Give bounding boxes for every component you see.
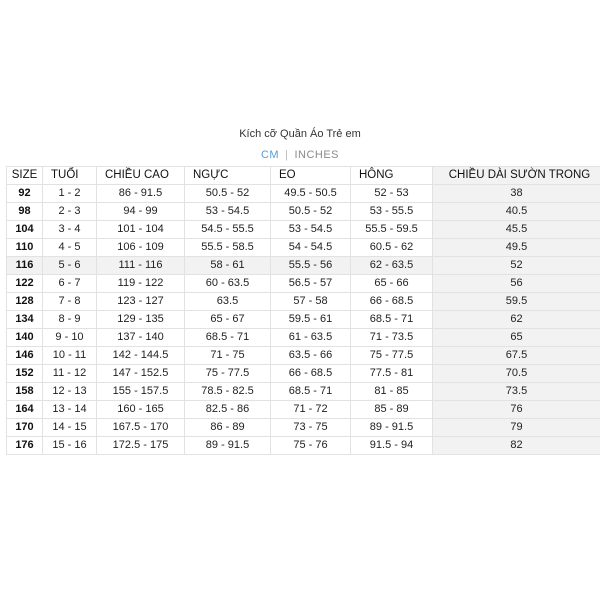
- cell-size: 98: [7, 203, 43, 221]
- cell-height: 147 - 152.5: [97, 365, 185, 383]
- cell-waist: 68.5 - 71: [271, 383, 351, 401]
- cell-age: 7 - 8: [43, 293, 97, 311]
- header-hip: HÔNG: [351, 167, 433, 185]
- unit-separator: |: [285, 149, 289, 161]
- cell-age: 10 - 11: [43, 347, 97, 365]
- cell-size: 104: [7, 221, 43, 239]
- cell-waist: 75 - 76: [271, 437, 351, 455]
- cell-age: 15 - 16: [43, 437, 97, 455]
- cell-inseam: 59.5: [433, 293, 600, 311]
- cell-size: 92: [7, 185, 43, 203]
- cell-hip: 91.5 - 94: [351, 437, 433, 455]
- cell-inseam: 62: [433, 311, 600, 329]
- cell-hip: 68.5 - 71: [351, 311, 433, 329]
- cell-waist: 57 - 58: [271, 293, 351, 311]
- cell-age: 4 - 5: [43, 239, 97, 257]
- cell-size: 164: [7, 401, 43, 419]
- cell-chest: 75 - 77.5: [185, 365, 271, 383]
- cell-size: 170: [7, 419, 43, 437]
- cell-hip: 75 - 77.5: [351, 347, 433, 365]
- cell-inseam: 79: [433, 419, 600, 437]
- cell-height: 94 - 99: [97, 203, 185, 221]
- table-row: [7, 419, 600, 437]
- cell-waist: 66 - 68.5: [271, 365, 351, 383]
- table-row: [7, 221, 600, 239]
- cell-inseam: 52: [433, 257, 600, 275]
- cell-size: 122: [7, 275, 43, 293]
- cell-waist: 61 - 63.5: [271, 329, 351, 347]
- page-title: Kích cỡ Quần Áo Trẻ em: [239, 128, 361, 140]
- cell-waist: 73 - 75: [271, 419, 351, 437]
- cell-age: 5 - 6: [43, 257, 97, 275]
- cell-waist: 63.5 - 66: [271, 347, 351, 365]
- cell-age: 11 - 12: [43, 365, 97, 383]
- cell-chest: 71 - 75: [185, 347, 271, 365]
- cell-height: 123 - 127: [97, 293, 185, 311]
- cell-hip: 52 - 53: [351, 185, 433, 203]
- cell-age: 13 - 14: [43, 401, 97, 419]
- cell-age: 1 - 2: [43, 185, 97, 203]
- cell-height: 160 - 165: [97, 401, 185, 419]
- cell-waist: 53 - 54.5: [271, 221, 351, 239]
- table-body: [7, 185, 600, 455]
- cell-chest: 60 - 63.5: [185, 275, 271, 293]
- cell-waist: 71 - 72: [271, 401, 351, 419]
- cell-chest: 89 - 91.5: [185, 437, 271, 455]
- cell-hip: 71 - 73.5: [351, 329, 433, 347]
- unit-inches-option[interactable]: INCHES: [294, 149, 340, 161]
- cell-chest: 68.5 - 71: [185, 329, 271, 347]
- header-inseam: CHIỀU DÀI SƯỜN TRONG: [433, 167, 600, 185]
- header-height: CHIỀU CAO: [97, 167, 185, 185]
- table-row: [7, 239, 600, 257]
- cell-inseam: 76: [433, 401, 600, 419]
- cell-waist: 56.5 - 57: [271, 275, 351, 293]
- cell-chest: 54.5 - 55.5: [185, 221, 271, 239]
- table-row: [7, 185, 600, 203]
- cell-inseam: 70.5: [433, 365, 600, 383]
- cell-waist: 55.5 - 56: [271, 257, 351, 275]
- table-row: [7, 329, 600, 347]
- cell-size: 176: [7, 437, 43, 455]
- table-row: [7, 347, 600, 365]
- cell-size: 134: [7, 311, 43, 329]
- cell-inseam: 65: [433, 329, 600, 347]
- cell-age: 12 - 13: [43, 383, 97, 401]
- cell-chest: 53 - 54.5: [185, 203, 271, 221]
- cell-age: 8 - 9: [43, 311, 97, 329]
- cell-inseam: 45.5: [433, 221, 600, 239]
- cell-hip: 81 - 85: [351, 383, 433, 401]
- cell-height: 172.5 - 175: [97, 437, 185, 455]
- cell-hip: 65 - 66: [351, 275, 433, 293]
- size-chart-table: [6, 166, 600, 455]
- cell-size: 110: [7, 239, 43, 257]
- cell-chest: 63.5: [185, 293, 271, 311]
- cell-inseam: 40.5: [433, 203, 600, 221]
- unit-toggle: [0, 149, 600, 161]
- cell-hip: 62 - 63.5: [351, 257, 433, 275]
- cell-hip: 53 - 55.5: [351, 203, 433, 221]
- cell-chest: 82.5 - 86: [185, 401, 271, 419]
- cell-chest: 65 - 67: [185, 311, 271, 329]
- cell-size: 140: [7, 329, 43, 347]
- cell-waist: 54 - 54.5: [271, 239, 351, 257]
- table-header-row: [7, 167, 600, 185]
- cell-inseam: 82: [433, 437, 600, 455]
- table-row: [7, 275, 600, 293]
- cell-chest: 58 - 61: [185, 257, 271, 275]
- table-row: [7, 365, 600, 383]
- cell-chest: 55.5 - 58.5: [185, 239, 271, 257]
- cell-chest: 50.5 - 52: [185, 185, 271, 203]
- cell-height: 111 - 116: [97, 257, 185, 275]
- header-chest: NGỰC: [185, 167, 271, 185]
- cell-height: 137 - 140: [97, 329, 185, 347]
- cell-age: 2 - 3: [43, 203, 97, 221]
- cell-height: 142 - 144.5: [97, 347, 185, 365]
- cell-hip: 85 - 89: [351, 401, 433, 419]
- cell-hip: 55.5 - 59.5: [351, 221, 433, 239]
- cell-chest: 86 - 89: [185, 419, 271, 437]
- cell-age: 6 - 7: [43, 275, 97, 293]
- cell-waist: 50.5 - 52: [271, 203, 351, 221]
- cell-size: 158: [7, 383, 43, 401]
- table-row: [7, 257, 600, 275]
- cell-age: 9 - 10: [43, 329, 97, 347]
- cell-inseam: 49.5: [433, 239, 600, 257]
- cell-height: 86 - 91.5: [97, 185, 185, 203]
- cell-inseam: 38: [433, 185, 600, 203]
- cell-size: 116: [7, 257, 43, 275]
- table-row: [7, 383, 600, 401]
- table-row: [7, 311, 600, 329]
- cell-size: 146: [7, 347, 43, 365]
- table-row: [7, 293, 600, 311]
- unit-cm-option[interactable]: CM: [260, 149, 280, 161]
- cell-height: 155 - 157.5: [97, 383, 185, 401]
- cell-height: 119 - 122: [97, 275, 185, 293]
- cell-inseam: 67.5: [433, 347, 600, 365]
- header-age: TUỔI: [43, 167, 97, 185]
- cell-size: 152: [7, 365, 43, 383]
- cell-height: 106 - 109: [97, 239, 185, 257]
- table-row: [7, 203, 600, 221]
- cell-chest: 78.5 - 82.5: [185, 383, 271, 401]
- cell-inseam: 73.5: [433, 383, 600, 401]
- cell-age: 3 - 4: [43, 221, 97, 239]
- cell-inseam: 56: [433, 275, 600, 293]
- header-waist: EO: [271, 167, 351, 185]
- cell-waist: 59.5 - 61: [271, 311, 351, 329]
- cell-size: 128: [7, 293, 43, 311]
- cell-height: 101 - 104: [97, 221, 185, 239]
- cell-hip: 66 - 68.5: [351, 293, 433, 311]
- cell-waist: 49.5 - 50.5: [271, 185, 351, 203]
- cell-height: 129 - 135: [97, 311, 185, 329]
- table-row: [7, 437, 600, 455]
- cell-height: 167.5 - 170: [97, 419, 185, 437]
- table-row: [7, 401, 600, 419]
- cell-age: 14 - 15: [43, 419, 97, 437]
- cell-hip: 89 - 91.5: [351, 419, 433, 437]
- cell-hip: 60.5 - 62: [351, 239, 433, 257]
- cell-hip: 77.5 - 81: [351, 365, 433, 383]
- header-size: SIZE: [7, 167, 43, 185]
